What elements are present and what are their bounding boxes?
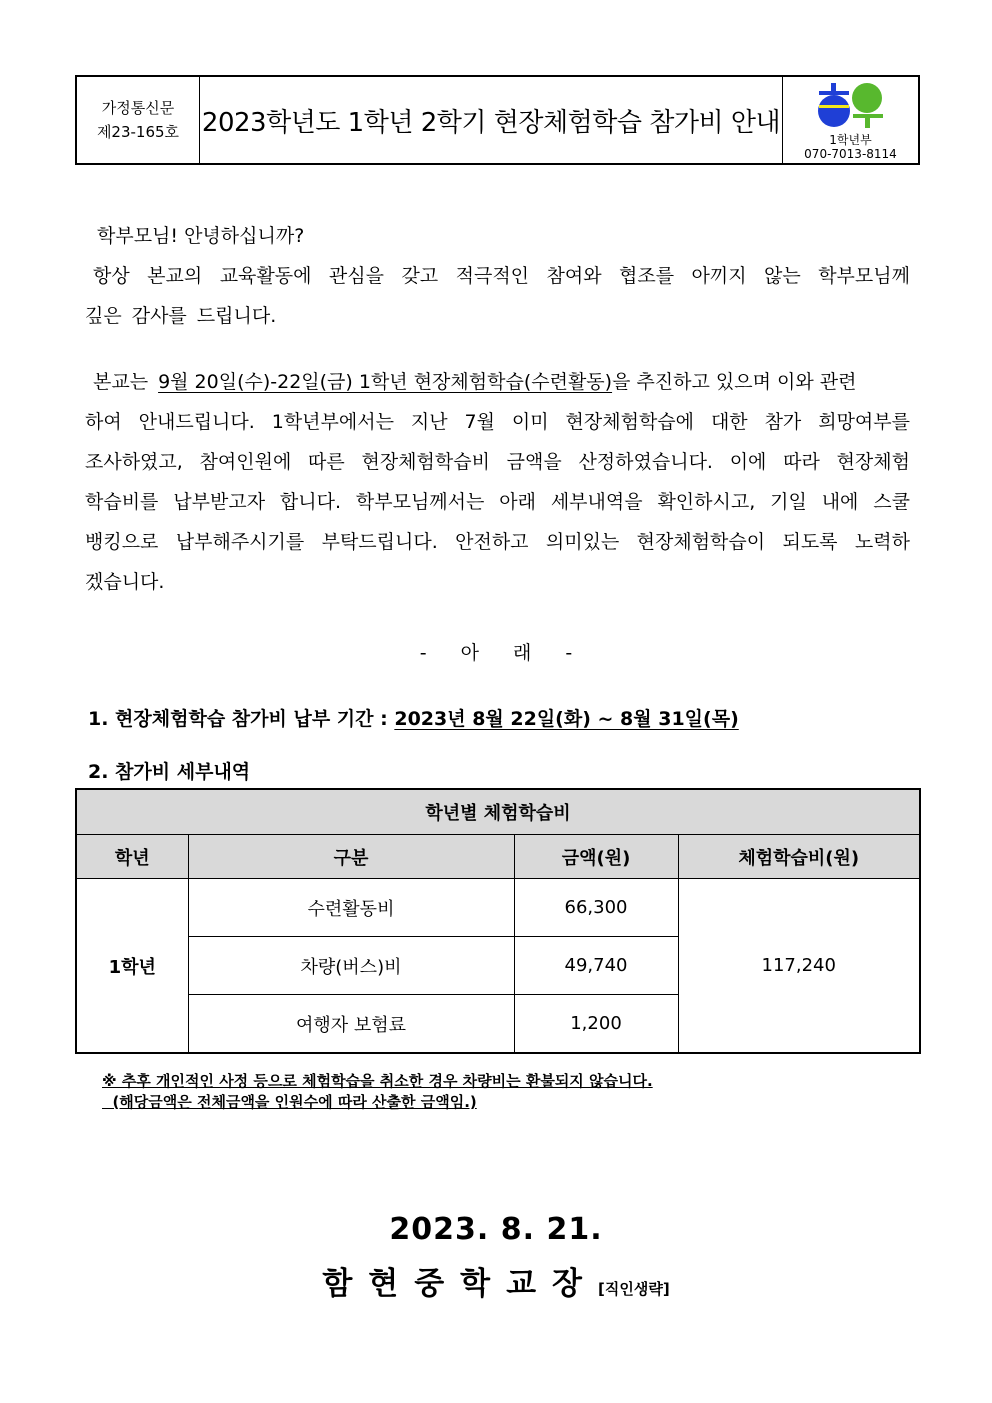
fee-notes [102,1071,653,1113]
word: 하여 [85,411,122,433]
total-cell: 117,240 [678,879,920,1054]
word: 학습비를 [85,491,159,513]
word: 금액을 [506,451,562,473]
word: 아래 [499,491,536,513]
word: 깊은 [85,305,122,327]
word: 협조를 [619,265,675,287]
col-header-amount: 금액(원) [514,835,678,879]
word: 내에 [821,491,859,513]
page-title: 2023학년도 1학년 2학기 현장체험학습 참가비 안내 [201,107,781,138]
table-row [76,879,920,937]
grade-cell: 1학년 [76,879,188,1054]
body-lead: 본교는 [93,371,149,393]
word: 납부받고자 [173,491,266,513]
amount-cell: 1,200 [514,995,678,1054]
body-line-5 [85,522,910,562]
word: 따라 [783,451,820,473]
dept-phone: 070-7013-8114 [804,147,897,161]
intro-line-2 [85,296,910,336]
body-line-2 [85,402,910,442]
notice-heading: - 아 래 - [419,642,573,664]
word: 안내드립니다. [138,411,255,433]
school-logo-icon [817,81,885,133]
fee-table-header-row [76,835,920,879]
word: 참여인원에 [199,451,292,473]
word: 본교의 [147,265,203,287]
fee-details-heading: 2. 참가비 세부내역 [88,761,251,783]
word: 항상 [93,265,130,287]
category-cell: 여행자 보험료 [188,995,514,1054]
dept-label: 1학년부 [829,133,872,147]
col-header-grade: 학년 [76,835,188,879]
word: 참여와 [546,265,602,287]
seal-omitted-note: [직인생략] [598,1280,670,1298]
word: 노력하 [854,531,910,553]
word: 현장체험학습에 [565,411,695,433]
word: 세부내역을 [550,491,643,513]
word: 갖고 [401,265,439,287]
word: 교육활동에 [219,265,312,287]
fee-table-title: 학년별 체험학습비 [76,789,920,835]
payment-period-value: 2023년 8월 22일(화) ~ 8월 31일(목) [394,708,739,730]
word: 아끼지 [691,265,747,287]
word: 1학년부에서는 [271,411,394,433]
word: 납부해주시기를 [175,531,305,553]
word: 산정하였습니다. [578,451,713,473]
trip-dates-highlight: 9월 20일(수)-22일(금) 1학년 현장체험학습(수련활동) [158,371,613,393]
issue-date: 2023. 8. 21. [389,1212,603,1247]
word: 뱅킹으로 [85,531,159,553]
payment-period-label: 1. 현장체험학습 참가비 납부 기간 : [88,708,388,730]
notice-type-label: 가정통신문 [101,99,175,117]
word: 확인하시고, [657,491,756,513]
dept-logo-box [782,77,918,163]
refund-note: ※ 추후 개인적인 사정 등으로 체험학습을 취소한 경우 차량비는 환불되지 않습니다. [102,1072,653,1090]
amount-cell: 49,740 [514,937,678,995]
intro-paragraph [85,256,910,336]
intro-line-1 [85,256,910,296]
notice-number: 제23-165호 [96,123,180,141]
amount-cell: 66,300 [514,879,678,937]
notice-header [75,75,920,165]
word: 않는 [764,265,801,287]
category-cell: 수련활동비 [188,879,514,937]
word: 이에 [729,451,767,473]
word: 안전하고 [455,531,529,553]
word: 드립니다. [196,305,277,327]
word: 합니다. [279,491,342,513]
word: 7월 [464,411,495,433]
body-line-1 [85,362,910,402]
word: 겠습니다. [85,571,165,593]
word: 스쿨 [873,491,910,513]
body-line-3 [85,442,910,482]
calculation-note: (해당금액은 전체금액을 인원수에 따라 산출한 금액임.) [102,1093,477,1111]
word: 현장체험학습이 [636,531,766,553]
word: 관심을 [328,265,384,287]
body-paragraph [85,362,910,602]
word: 대한 [710,411,748,433]
greeting-text: 학부모님! 안녕하십니까? [97,225,305,247]
greeting [85,216,910,256]
word: 부탁드립니다. [321,531,438,553]
col-header-total: 체험학습비(원) [678,835,920,879]
word: 이미 [511,411,549,433]
word: 감사를 [131,305,187,327]
word: 조사하였고, [85,451,183,473]
word: 참가 [764,411,802,433]
word: 적극적인 [455,265,530,287]
word: 되도록 [782,531,838,553]
word: 지난 [410,411,448,433]
word: 학부모님께 [818,265,910,287]
word: 따른 [308,451,345,473]
fee-table-title-row [76,789,920,835]
body-line-6 [85,562,910,602]
payment-period-item [88,704,739,731]
word: 현장체험 [836,451,910,473]
word: 학부모님께서는 [355,491,485,513]
col-header-category: 구분 [188,835,514,879]
principal-name: 함현중학교장 [322,1266,598,1302]
word: 희망여부를 [818,411,910,433]
notice-number-box [77,77,200,163]
word: 현장체험학습비 [361,451,490,473]
category-cell: 차량(버스)비 [188,937,514,995]
word: 기일 [770,491,807,513]
fee-table [75,788,921,1054]
body-line-4 [85,482,910,522]
word: 의미있는 [545,531,620,553]
body-line-1-rest: 을 추진하고 있으며 이와 관련 [612,371,857,393]
principal-signature [0,1258,992,1303]
